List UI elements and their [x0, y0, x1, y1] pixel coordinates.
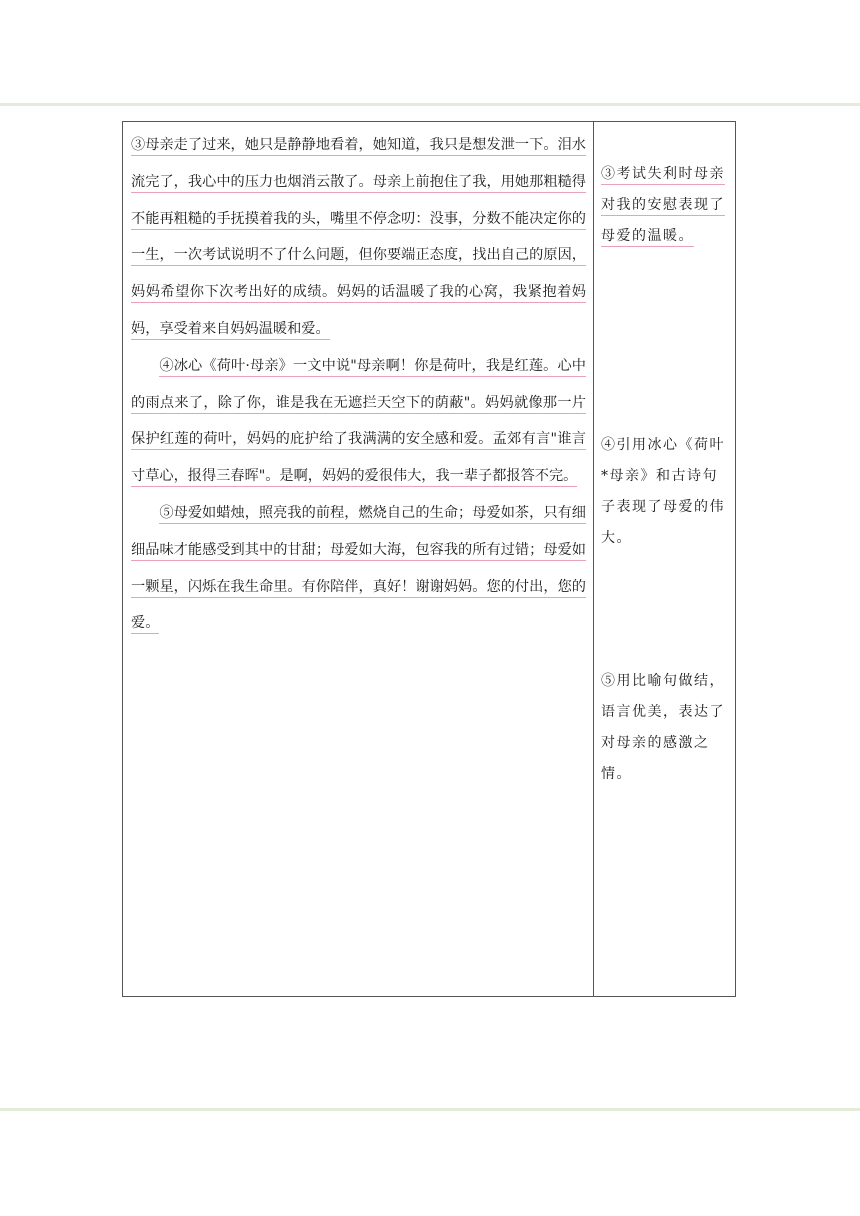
note-5-text: ⑤用比喻句做结，语言优美，表达了对母亲的感激之情。: [601, 673, 725, 782]
footer-rule: [0, 1108, 860, 1111]
essay-table: [122, 121, 736, 997]
note-3-text: ③考试失利时母亲对我的安慰表现了母爱的温暖。: [601, 166, 725, 247]
paragraph-4-text: ④冰心《荷叶·母亲》一文中说"母亲啊！你是荷叶，我是红莲。心中的雨点来了，除了你，谁是我在无遮拦天空下的荫蔽"。妈妈就像那一片保护红莲的荷叶，妈妈的庇护给了我满满的安全感和爱。孟郊有言"谁言寸草心，报得三春晖"。是啊，妈妈的爱很伟大，我一辈子都报答不完。: [131, 358, 586, 487]
note-4: [601, 430, 729, 554]
paragraph-3: [131, 127, 586, 348]
note-3: [601, 159, 729, 252]
note-4-text: ④引用冰心《荷叶*母亲》和古诗句子表现了母爱的伟大。: [601, 437, 725, 546]
paragraph-3-text: ③母亲走了过来，她只是静静地看着，她知道，我只是想发泄一下。泪水流完了，我心中的压力也烟消云散了。母亲上前抱住了我，用她那粗糙得不能再粗糙的手抚摸着我的头，嘴里不停念叨：没事，分数不能决定你的一生，一次考试说明不了什么问题，但你要端正态度，找出自己的原因，妈妈希望你下次考出好的成绩。妈妈的话温暖了我的心窝，我紧抱着妈妈，享受着来自妈妈温暖和爱。: [131, 137, 586, 340]
note-5: [601, 666, 729, 790]
paragraph-5: [131, 495, 586, 642]
column-divider: [593, 122, 594, 996]
paragraph-4: [131, 348, 586, 495]
header-rule: [0, 103, 860, 106]
paragraph-5-text: ⑤母爱如蜡烛，照亮我的前程，燃烧自己的生命；母爱如茶，只有细细品味才能感受到其中的甘甜；母爱如大海，包容我的所有过错；母爱如一颗星，闪烁在我生命里。有你陪伴，真好！谢谢妈妈。您的付出，您的爱。: [131, 505, 586, 634]
essay-column: [131, 127, 586, 642]
